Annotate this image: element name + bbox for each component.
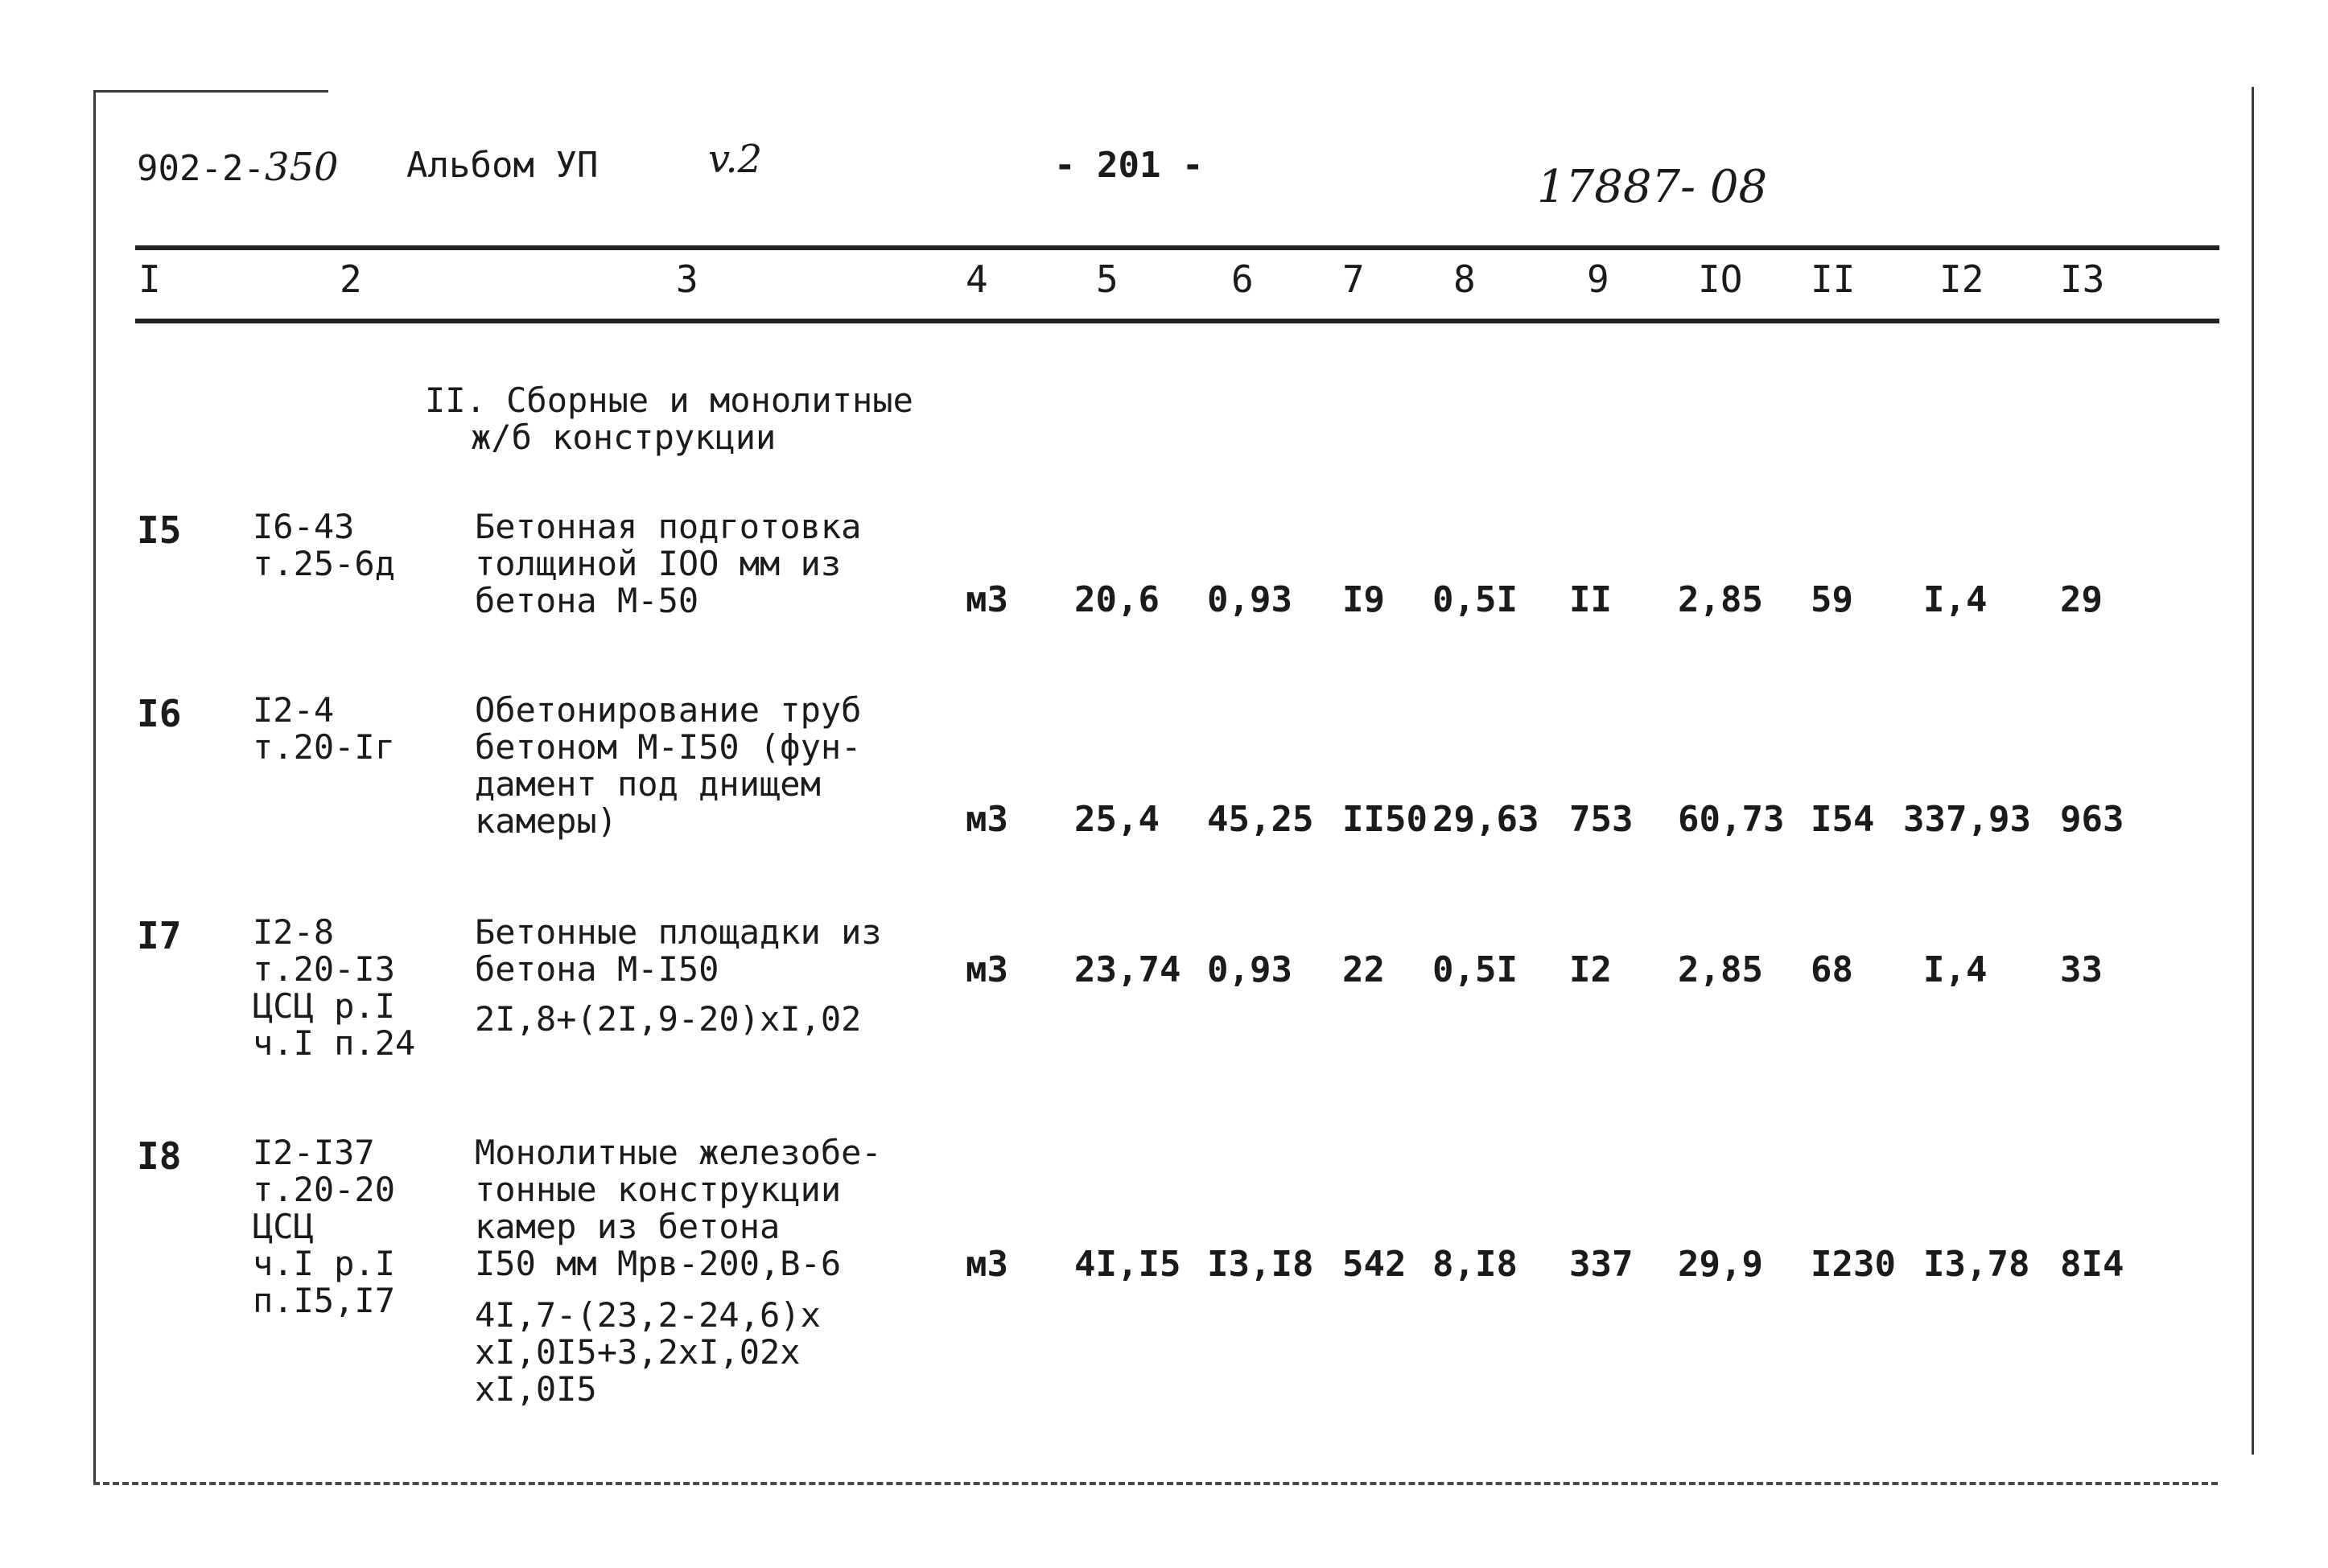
row-code-line: ЦСЦ xyxy=(253,1207,314,1246)
doc-header-code xyxy=(137,145,339,190)
row-unit: м3 xyxy=(966,1244,1008,1285)
row-value-col12: 337,93 xyxy=(1903,799,2031,840)
row-value-col13: 29 xyxy=(2060,579,2103,620)
row-desc-line: тонные конструкции xyxy=(475,1170,842,1209)
row-value-col7: I9 xyxy=(1342,579,1385,620)
row-value-col13: 963 xyxy=(2060,799,2124,840)
row-value-col8: 0,5I xyxy=(1432,579,1518,620)
row-value-col9: 753 xyxy=(1569,799,1634,840)
row-code-line: т.25-6д xyxy=(253,544,396,583)
row-value-col13: 8I4 xyxy=(2060,1244,2124,1285)
section-heading-line2: ж/б конструкции xyxy=(471,418,777,457)
row-value-col8: 29,63 xyxy=(1432,799,1539,840)
row-code-line: п.I5,I7 xyxy=(253,1281,396,1320)
frame-left-line xyxy=(93,90,96,1482)
row-value-col7: II50 xyxy=(1342,799,1428,840)
row-value-col5: 25,4 xyxy=(1074,799,1160,840)
col-num-7: 7 xyxy=(1342,257,1365,301)
row-code-line: I2-8 xyxy=(253,912,335,952)
row-desc-line: дамент под днищем xyxy=(475,764,821,804)
col-num-3: 3 xyxy=(676,257,698,301)
row-value-col5: 23,74 xyxy=(1074,949,1181,990)
row-value-col9: II xyxy=(1569,579,1612,620)
row-desc-line: Монолитные железобе- xyxy=(475,1133,882,1172)
col-num-1: I xyxy=(138,257,161,301)
row-value-col12: I,4 xyxy=(1923,579,1988,620)
col-num-2: 2 xyxy=(340,257,362,301)
row-formula-line: 2I,8+(2I,9-20)xI,02 xyxy=(475,999,862,1039)
volume-handwritten: v.2 xyxy=(708,137,763,182)
row-number: I8 xyxy=(137,1134,182,1178)
archive-number-handwritten: 17887- 08 xyxy=(1537,161,1768,213)
col-num-12: I2 xyxy=(1939,257,1984,301)
row-value-col10: 2,85 xyxy=(1678,579,1763,620)
row-unit: м3 xyxy=(966,949,1008,990)
row-unit: м3 xyxy=(966,799,1008,840)
col-num-13: I3 xyxy=(2060,257,2105,301)
row-formula-line: 4I,7-(23,2-24,6)x xyxy=(475,1295,821,1335)
row-code-line: т.20-Iг xyxy=(253,727,396,767)
row-value-col8: 8,I8 xyxy=(1432,1244,1518,1285)
col-num-4: 4 xyxy=(966,257,988,301)
row-code-line: I2-I37 xyxy=(253,1133,375,1172)
row-code-line: ч.I п.24 xyxy=(253,1023,416,1063)
album-label: Альбом УП xyxy=(406,145,599,186)
row-desc-line: бетона М-I50 xyxy=(475,949,719,989)
row-formula-line: xI,0I5 xyxy=(475,1369,597,1409)
row-value-col9: I2 xyxy=(1569,949,1612,990)
row-code-line: ЦСЦ р.I xyxy=(253,986,396,1026)
row-unit: м3 xyxy=(966,579,1008,620)
row-number: I5 xyxy=(137,508,182,552)
row-value-col6: 0,93 xyxy=(1207,949,1292,990)
doc-code-prefix: 902-2- xyxy=(137,148,265,189)
row-value-col7: 22 xyxy=(1342,949,1385,990)
row-value-col7: 542 xyxy=(1342,1244,1407,1285)
frame-right-line xyxy=(2252,87,2254,1455)
row-value-col13: 33 xyxy=(2060,949,2103,990)
row-value-col11: 68 xyxy=(1811,949,1853,990)
col-num-8: 8 xyxy=(1453,257,1476,301)
row-desc-line: бетона М-50 xyxy=(475,581,699,620)
row-value-col9: 337 xyxy=(1569,1244,1634,1285)
section-heading-line1: II. Сборные и монолитные xyxy=(425,381,913,420)
row-desc-line: Бетонная подготовка xyxy=(475,507,862,546)
col-num-10: IO xyxy=(1698,257,1743,301)
row-code-line: I2-4 xyxy=(253,690,335,730)
row-desc-line: Обетонирование труб xyxy=(475,690,862,730)
row-value-col5: 20,6 xyxy=(1074,579,1160,620)
col-num-6: 6 xyxy=(1231,257,1254,301)
col-num-5: 5 xyxy=(1096,257,1119,301)
row-code-line: т.20-20 xyxy=(253,1170,396,1209)
row-code-line: т.20-I3 xyxy=(253,949,396,989)
row-code-line: I6-43 xyxy=(253,507,355,546)
frame-bottom-line xyxy=(93,1482,2218,1485)
frame-top-line xyxy=(95,90,328,93)
col-num-9: 9 xyxy=(1587,257,1609,301)
row-desc-line: камер из бетона xyxy=(475,1207,781,1246)
row-desc-line: I50 мм Мрв-200,В-6 xyxy=(475,1244,842,1283)
header-rule-top xyxy=(135,245,2219,250)
row-number: I7 xyxy=(137,914,182,957)
row-value-col5: 4I,I5 xyxy=(1074,1244,1181,1285)
row-desc-line: Бетонные площадки из xyxy=(475,912,882,952)
row-value-col11: I54 xyxy=(1811,799,1875,840)
row-value-col6: 0,93 xyxy=(1207,579,1292,620)
page-number: - 201 - xyxy=(1054,145,1204,186)
row-value-col11: 59 xyxy=(1811,579,1853,620)
row-value-col10: 29,9 xyxy=(1678,1244,1763,1285)
header-rule-bottom xyxy=(135,319,2219,323)
row-desc-line: камеры) xyxy=(475,801,618,841)
row-code-line: ч.I р.I xyxy=(253,1244,396,1283)
row-number: I6 xyxy=(137,692,182,735)
col-num-11: II xyxy=(1811,257,1856,301)
row-value-col8: 0,5I xyxy=(1432,949,1518,990)
row-value-col12: I,4 xyxy=(1923,949,1988,990)
row-value-col6: I3,I8 xyxy=(1207,1244,1314,1285)
row-desc-line: бетоном М-I50 (фун- xyxy=(475,727,862,767)
row-formula-line: xI,0I5+3,2xI,02x xyxy=(475,1332,801,1372)
row-desc-line: толщиной IOO мм из xyxy=(475,544,842,583)
row-value-col10: 2,85 xyxy=(1678,949,1763,990)
row-value-col12: I3,78 xyxy=(1923,1244,2030,1285)
row-value-col6: 45,25 xyxy=(1207,799,1314,840)
row-value-col11: I230 xyxy=(1811,1244,1896,1285)
doc-code-handwritten: 350 xyxy=(264,145,339,190)
row-value-col10: 60,73 xyxy=(1678,799,1785,840)
